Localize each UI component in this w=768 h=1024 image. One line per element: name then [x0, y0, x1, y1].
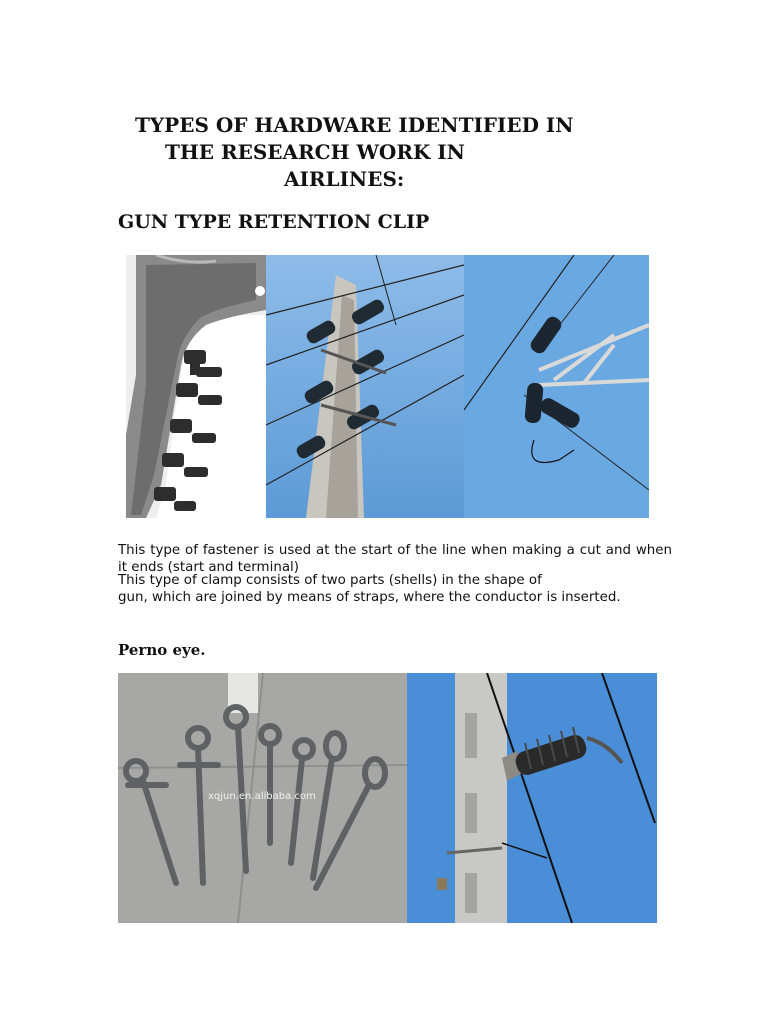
photo-tower-insulators [464, 255, 649, 518]
paragraph-clamp-line-1: This type of clamp consists of two parts (shells) in the shape of [118, 573, 542, 588]
photo-pole-eye-bolt [407, 673, 657, 923]
paragraph-clamp-description [118, 572, 672, 606]
section-heading-perno-eye: Perno eye. [118, 641, 206, 659]
title-line-2: THE RESEARCH WORK IN [165, 140, 465, 164]
photo-pole-insulators [266, 255, 464, 518]
paragraph-clamp-line-2: gun, which are joined by means of straps, where the conductor is inserted. [118, 590, 621, 605]
section-heading-gun-clip: GUN TYPE RETENTION CLIP [118, 211, 430, 233]
title-line-3: AIRLINES: [284, 167, 405, 191]
photo-eye-bolts [118, 673, 407, 923]
paragraph-fastener-usage: This type of fastener is used at the start of the line when making a cut and when it ends (start and terminal) [118, 543, 672, 576]
photo-gun-clip-closeup [126, 255, 266, 518]
photo-watermark: xqjun.en.alibaba.com [208, 791, 316, 802]
title-line-1: TYPES OF HARDWARE IDENTIFIED IN [135, 113, 574, 137]
